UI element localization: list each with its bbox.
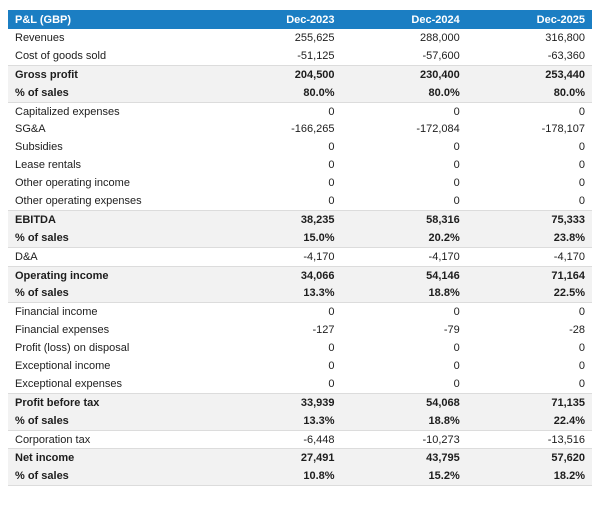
table-row (8, 393, 592, 411)
row-value: 0 (216, 357, 341, 375)
table-row (8, 467, 592, 485)
table-row (8, 156, 592, 174)
table-row (8, 357, 592, 375)
pnl-table (8, 10, 592, 486)
row-value: -4,170 (467, 247, 592, 266)
row-value: -166,265 (216, 120, 341, 138)
row-value: 71,164 (467, 266, 592, 284)
table-row (8, 210, 592, 228)
row-value: -51,125 (216, 47, 341, 65)
header-period-dec-2024: Dec-2024 (342, 10, 467, 29)
row-value: 0 (216, 303, 341, 321)
table-row (8, 174, 592, 192)
table-row (8, 47, 592, 65)
row-value: 15.2% (342, 467, 467, 485)
row-value: 34,066 (216, 266, 341, 284)
table-row (8, 65, 592, 83)
row-label: Corporation tax (8, 430, 216, 449)
table-row (8, 29, 592, 47)
row-label: Gross profit (8, 65, 216, 83)
row-value: 0 (342, 174, 467, 192)
row-label: Financial income (8, 303, 216, 321)
row-value: 204,500 (216, 65, 341, 83)
row-label: SG&A (8, 120, 216, 138)
row-value: -4,170 (216, 247, 341, 266)
row-value: 0 (467, 375, 592, 393)
row-label: Profit before tax (8, 393, 216, 411)
row-value: 18.2% (467, 467, 592, 485)
row-label: Capitalized expenses (8, 102, 216, 120)
row-value: 0 (467, 138, 592, 156)
row-value: 80.0% (342, 84, 467, 102)
row-label: % of sales (8, 467, 216, 485)
row-value: 0 (467, 192, 592, 210)
row-value: 75,333 (467, 210, 592, 228)
row-value: -4,170 (342, 247, 467, 266)
row-value: 0 (467, 102, 592, 120)
table-row (8, 266, 592, 284)
row-label: Net income (8, 449, 216, 467)
row-value: 54,146 (342, 266, 467, 284)
row-label: Financial expenses (8, 321, 216, 339)
row-value: 0 (342, 156, 467, 174)
table-row (8, 102, 592, 120)
row-value: 0 (467, 303, 592, 321)
row-value: 0 (216, 339, 341, 357)
row-value: 23.8% (467, 229, 592, 247)
row-label: Cost of goods sold (8, 47, 216, 65)
row-value: 80.0% (216, 84, 341, 102)
row-value: -172,084 (342, 120, 467, 138)
row-value: 0 (342, 339, 467, 357)
row-value: 0 (342, 375, 467, 393)
row-value: -79 (342, 321, 467, 339)
row-value: 13.3% (216, 284, 341, 302)
row-value: -127 (216, 321, 341, 339)
row-value: 0 (216, 174, 341, 192)
row-value: 0 (216, 156, 341, 174)
row-value: 20.2% (342, 229, 467, 247)
row-value: 0 (467, 339, 592, 357)
table-row (8, 449, 592, 467)
row-value: 15.0% (216, 229, 341, 247)
row-label: % of sales (8, 84, 216, 102)
row-value: 38,235 (216, 210, 341, 228)
row-value: -178,107 (467, 120, 592, 138)
table-header (8, 10, 592, 29)
table-row (8, 120, 592, 138)
row-value: 0 (342, 138, 467, 156)
row-value: 54,068 (342, 393, 467, 411)
row-value: 0 (467, 156, 592, 174)
row-value: 71,135 (467, 393, 592, 411)
row-value: 43,795 (342, 449, 467, 467)
row-value: 80.0% (467, 84, 592, 102)
header-period-dec-2023: Dec-2023 (216, 10, 341, 29)
row-value: -10,273 (342, 430, 467, 449)
row-value: 0 (342, 303, 467, 321)
row-label: Subsidies (8, 138, 216, 156)
row-label: Exceptional expenses (8, 375, 216, 393)
row-label: Operating income (8, 266, 216, 284)
row-value: 316,800 (467, 29, 592, 47)
table-row (8, 247, 592, 266)
header-row (8, 10, 592, 29)
header-period-dec-2025: Dec-2025 (467, 10, 592, 29)
row-label: Lease rentals (8, 156, 216, 174)
row-label: % of sales (8, 412, 216, 430)
row-value: 18.8% (342, 412, 467, 430)
row-value: 0 (342, 192, 467, 210)
table-row (8, 339, 592, 357)
row-value: 0 (342, 102, 467, 120)
row-value: -28 (467, 321, 592, 339)
table-row (8, 321, 592, 339)
row-value: 0 (216, 138, 341, 156)
table-row (8, 84, 592, 102)
table-row (8, 412, 592, 430)
table-row (8, 375, 592, 393)
row-value: 13.3% (216, 412, 341, 430)
row-value: 22.5% (467, 284, 592, 302)
header-title-cell: P&L (GBP) (8, 10, 216, 29)
row-value: 288,000 (342, 29, 467, 47)
row-value: 0 (216, 375, 341, 393)
table-row (8, 138, 592, 156)
row-label: % of sales (8, 284, 216, 302)
row-value: 255,625 (216, 29, 341, 47)
pnl-table-body (8, 29, 592, 486)
table-row (8, 229, 592, 247)
row-label: EBITDA (8, 210, 216, 228)
table-row (8, 284, 592, 302)
row-value: 0 (467, 174, 592, 192)
row-value: -13,516 (467, 430, 592, 449)
row-label: D&A (8, 247, 216, 266)
row-value: 57,620 (467, 449, 592, 467)
row-value: 253,440 (467, 65, 592, 83)
row-value: -63,360 (467, 47, 592, 65)
row-label: Other operating income (8, 174, 216, 192)
row-value: 230,400 (342, 65, 467, 83)
row-label: Other operating expenses (8, 192, 216, 210)
row-value: 33,939 (216, 393, 341, 411)
row-label: Revenues (8, 29, 216, 47)
row-value: 0 (216, 192, 341, 210)
row-value: 18.8% (342, 284, 467, 302)
row-value: -6,448 (216, 430, 341, 449)
row-value: 27,491 (216, 449, 341, 467)
table-row (8, 303, 592, 321)
row-value: 0 (342, 357, 467, 375)
row-value: 10.8% (216, 467, 341, 485)
row-value: 0 (216, 102, 341, 120)
row-value: 22.4% (467, 412, 592, 430)
table-row (8, 192, 592, 210)
row-value: 0 (467, 357, 592, 375)
row-value: -57,600 (342, 47, 467, 65)
table-row (8, 430, 592, 449)
row-label: % of sales (8, 229, 216, 247)
row-value: 58,316 (342, 210, 467, 228)
row-label: Profit (loss) on disposal (8, 339, 216, 357)
row-label: Exceptional income (8, 357, 216, 375)
